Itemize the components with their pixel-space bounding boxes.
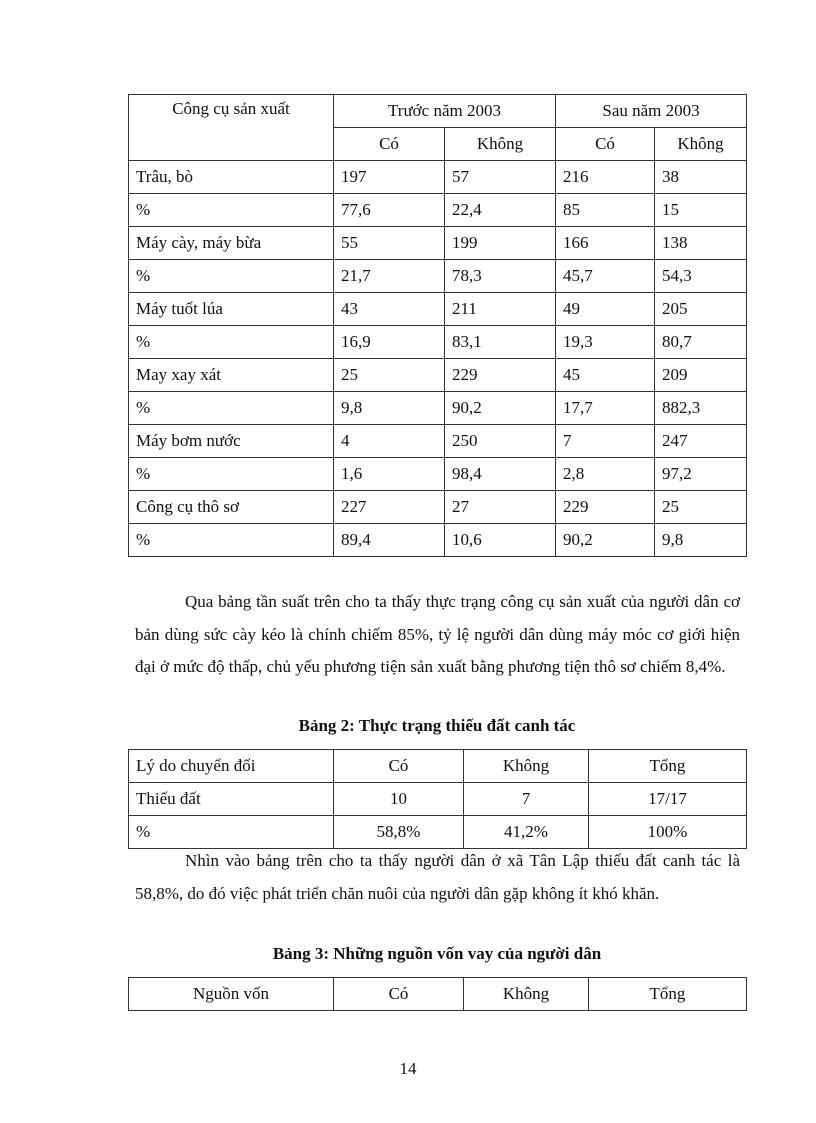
table-cell: 41,2%: [464, 816, 589, 849]
table-row: [129, 491, 747, 524]
table-row: [129, 359, 747, 392]
subheader-yes: Có: [334, 128, 445, 161]
table-cell: 25: [334, 359, 445, 392]
table-cell: 83,1: [445, 326, 556, 359]
table-cell: 54,3: [655, 260, 747, 293]
table-cell: 10,6: [445, 524, 556, 557]
table-cell: 80,7: [655, 326, 747, 359]
row-label: Máy bơm nước: [129, 425, 334, 458]
row-label: Trâu, bò: [129, 161, 334, 194]
analysis-paragraph-1: Qua bảng tần suất trên cho ta thấy thực trạng công cụ sản xuất của người dân cơ bản dùng sức cày kéo là chính chiếm 85%, tỷ lệ người dân dùng máy móc cơ giới hiện đại ở mức độ thấp, chủ yếu phương tiện sản xuất bằng phương tiện thô sơ chiếm 8,4%.: [135, 592, 740, 676]
subheader-yes: Có: [556, 128, 655, 161]
table-cell: 98,4: [445, 458, 556, 491]
table-cell: 16,9: [334, 326, 445, 359]
table3-caption: Bảng 3: Những nguồn vốn vay của người dân: [272, 944, 602, 963]
loan-sources-table: [128, 977, 747, 1011]
table-row: [129, 458, 747, 491]
table-cell: 100%: [589, 816, 747, 849]
table-cell: 197: [334, 161, 445, 194]
analysis-paragraph-2: Nhìn vào bảng trên cho ta thấy người dân ở xã Tân Lập thiếu đất canh tác là 58,8%, do đó việc phát triển chăn nuôi của người dân gặp không ít khó khăn.: [135, 851, 740, 903]
table-row: [129, 392, 747, 425]
header-no: Không: [464, 750, 589, 783]
table-cell: 205: [655, 293, 747, 326]
table-cell: 25: [655, 491, 747, 524]
row-label: May xay xát: [129, 359, 334, 392]
table-cell: 9,8: [655, 524, 747, 557]
table-cell: 45: [556, 359, 655, 392]
header-source: Nguồn vốn: [129, 978, 334, 1011]
table-header-row: [129, 978, 747, 1011]
row-label: %: [129, 326, 334, 359]
header-no: Không: [464, 978, 589, 1011]
table-cell: 199: [445, 227, 556, 260]
table-cell: 9,8: [334, 392, 445, 425]
table-cell: 90,2: [445, 392, 556, 425]
table-cell: 229: [445, 359, 556, 392]
subheader-no: Không: [655, 128, 747, 161]
row-label: %: [129, 392, 334, 425]
table-cell: 49: [556, 293, 655, 326]
table-cell: 17,7: [556, 392, 655, 425]
table-cell: 89,4: [334, 524, 445, 557]
table-cell: 57: [445, 161, 556, 194]
table-cell: 78,3: [445, 260, 556, 293]
table-cell: 19,3: [556, 326, 655, 359]
table-row: [129, 161, 747, 194]
header-before-2003: Trước năm 2003: [334, 95, 556, 128]
table-cell: 2,8: [556, 458, 655, 491]
header-total: Tổng: [589, 978, 747, 1011]
table-cell: 85: [556, 194, 655, 227]
table-cell: 247: [655, 425, 747, 458]
row-label: %: [129, 260, 334, 293]
table-row: [129, 293, 747, 326]
land-shortage-table: [128, 749, 747, 849]
table-cell: 250: [445, 425, 556, 458]
row-label: Công cụ thô sơ: [129, 491, 334, 524]
table-row: [129, 194, 747, 227]
header-reason: Lý do chuyển đổi: [129, 750, 334, 783]
row-label: %: [129, 458, 334, 491]
row-label: Máy cày, máy bừa: [129, 227, 334, 260]
table-cell: 138: [655, 227, 747, 260]
table-row: [129, 326, 747, 359]
table-cell: 7: [556, 425, 655, 458]
table-header-row: [129, 95, 747, 128]
table-cell: 43: [334, 293, 445, 326]
table-cell: 17/17: [589, 783, 747, 816]
page-number: 14: [399, 1059, 417, 1078]
table-row: [129, 783, 747, 816]
table-cell: 1,6: [334, 458, 445, 491]
table-cell: 166: [556, 227, 655, 260]
table-row: [129, 227, 747, 260]
table-header-row: [129, 750, 747, 783]
table-row: [129, 425, 747, 458]
header-tools: Công cụ sản xuất: [129, 95, 334, 161]
header-total: Tổng: [589, 750, 747, 783]
tools-table: [128, 94, 747, 557]
row-label: %: [129, 194, 334, 227]
table-cell: 4: [334, 425, 445, 458]
header-after-2003: Sau năm 2003: [556, 95, 747, 128]
table-cell: 38: [655, 161, 747, 194]
table-cell: 22,4: [445, 194, 556, 227]
table-cell: 882,3: [655, 392, 747, 425]
row-label: %: [129, 524, 334, 557]
table-cell: 10: [334, 783, 464, 816]
table-cell: 58,8%: [334, 816, 464, 849]
table-cell: 229: [556, 491, 655, 524]
table-cell: 7: [464, 783, 589, 816]
table-row: [129, 260, 747, 293]
table-cell: 55: [334, 227, 445, 260]
table-cell: 211: [445, 293, 556, 326]
table-cell: 97,2: [655, 458, 747, 491]
row-label: Máy tuốt lúa: [129, 293, 334, 326]
table-cell: Thiếu đất: [129, 783, 334, 816]
table-cell: 90,2: [556, 524, 655, 557]
header-yes: Có: [334, 978, 464, 1011]
subheader-no: Không: [445, 128, 556, 161]
table-cell: 216: [556, 161, 655, 194]
table2-caption: Bảng 2: Thực trạng thiếu đất canh tác: [298, 716, 576, 735]
table-row: [129, 524, 747, 557]
header-yes: Có: [334, 750, 464, 783]
table-cell: 27: [445, 491, 556, 524]
table-row: [129, 816, 747, 849]
table-cell: 21,7: [334, 260, 445, 293]
table-cell: 77,6: [334, 194, 445, 227]
table-cell: 227: [334, 491, 445, 524]
table-cell: 15: [655, 194, 747, 227]
table-cell: 45,7: [556, 260, 655, 293]
table-cell: %: [129, 816, 334, 849]
table-cell: 209: [655, 359, 747, 392]
